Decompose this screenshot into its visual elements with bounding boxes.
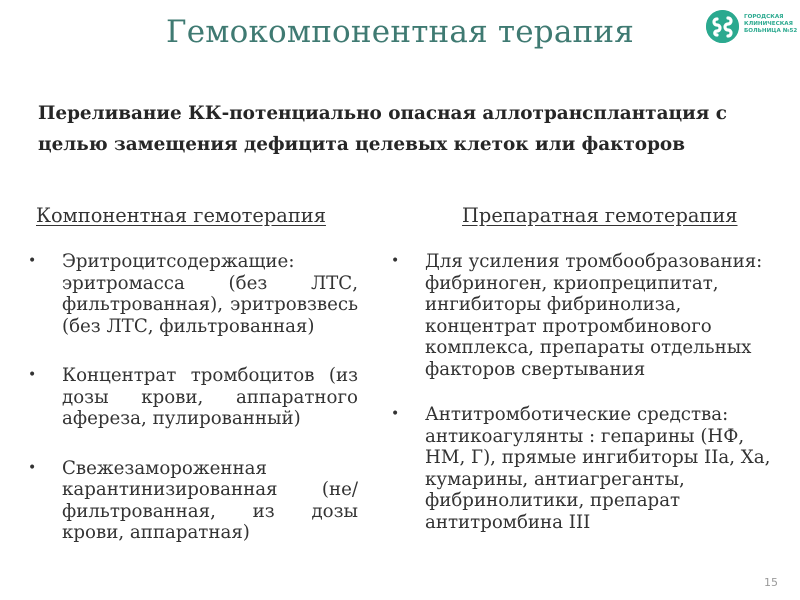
list-item xyxy=(28,458,358,544)
logo-line-2: КЛИНИЧЕСКАЯ xyxy=(744,21,793,27)
logo-line-3: БОЛЬНИЦА №52 xyxy=(744,28,798,34)
list-item xyxy=(391,404,776,533)
logo-line-1: ГОРОДСКАЯ xyxy=(744,14,784,20)
bullet-icon: • xyxy=(28,253,37,269)
page-number: 15 xyxy=(764,576,778,589)
left-column-heading: Компонентная гемотерапия xyxy=(36,204,326,227)
list-item-text: Концентрат тромбоцитов (из дозы крови, аппаратного афереза, пулированный) xyxy=(62,365,358,429)
bullet-icon: • xyxy=(391,406,400,422)
logo-mark-icon xyxy=(706,10,739,43)
list-item-text: Антитромботические средства: антикоагулянты : гепарины (НФ, НМ, Г), прямые ингибиторы IIa, Xa, кумарины, антиагреганты, фибринолитики, препарат антитромбина III xyxy=(425,404,771,533)
slide-title: Гемокомпонентная терапия xyxy=(166,14,634,50)
list-item xyxy=(391,251,776,380)
left-column-list xyxy=(28,251,358,544)
bullet-icon: • xyxy=(391,253,400,269)
bullet-icon: • xyxy=(28,459,37,476)
list-item-text: Для усиления тромбообразования: фибриноген, криопреципитат, ингибиторы фибринолиза, концентрат протромбинового комплекса, препараты отдельных факторов свертывания xyxy=(425,251,763,380)
list-item xyxy=(28,251,358,337)
lead-statement: Переливание КК-потенциально опасная аллотрансплантация с целью замещения дефицита целевых клеток или факторов xyxy=(38,103,727,155)
bullet-icon: • xyxy=(28,367,37,383)
right-column-heading: Препаратная гемотерапия xyxy=(462,204,738,227)
list-item xyxy=(28,365,358,430)
hospital-logo xyxy=(706,10,796,46)
right-column-list xyxy=(391,251,776,533)
logo-text xyxy=(744,14,797,35)
list-item-text: Свежезамороженная карантинизированная (не/фильтрованная, из дозы крови, аппаратная) xyxy=(62,457,358,543)
list-item-text: Эритроцитсодержащие: эритромасса (без ЛТС, фильтрованная), эритровзвесь (без ЛТС, фильтрованная) xyxy=(62,251,358,337)
